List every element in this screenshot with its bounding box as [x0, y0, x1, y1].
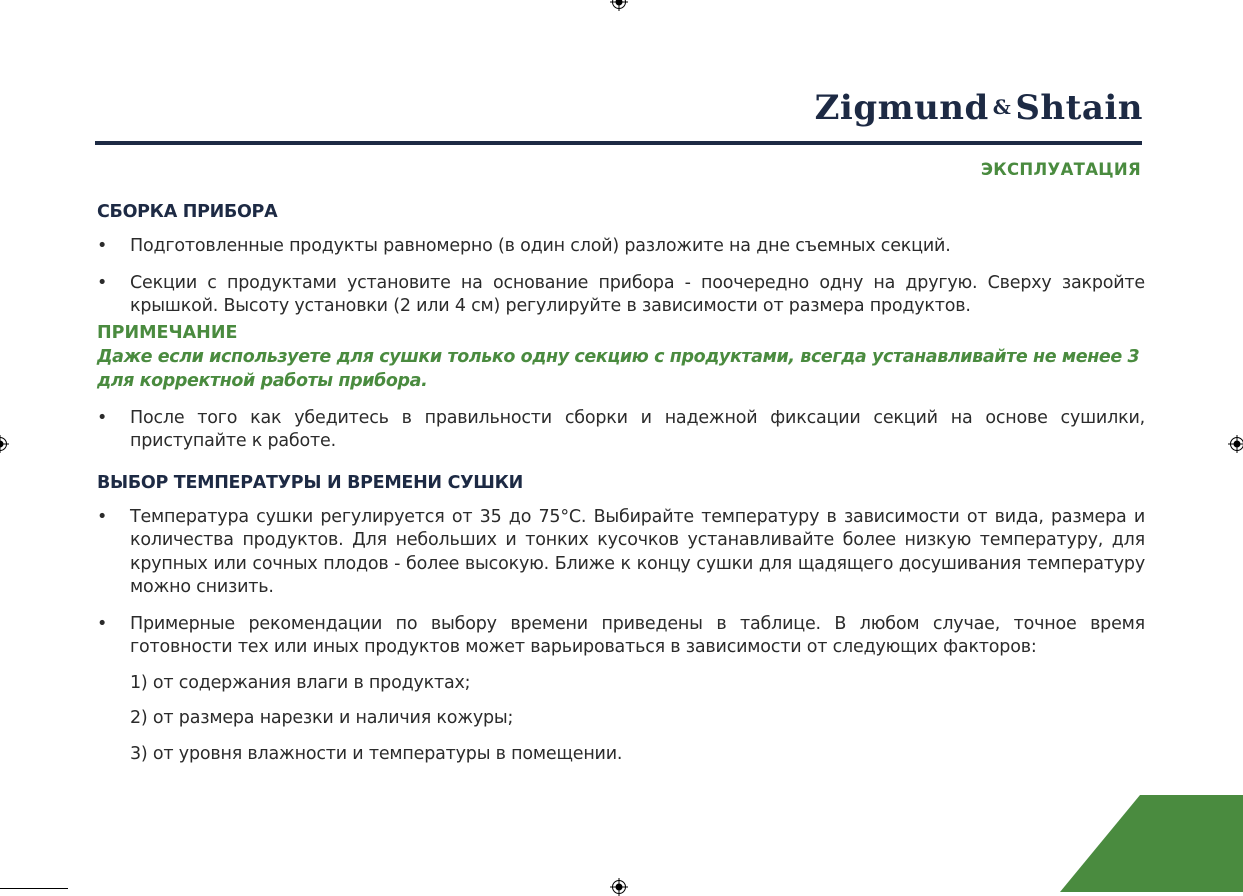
section-label: ЭКСПЛУАТАЦИЯ: [981, 160, 1141, 179]
logo-ampersand: &: [993, 95, 1012, 119]
bullet-text: Температура сушки регулируется от 35 до 75°С. Выбирайте температуру в зависимости от вида, размера и количества продуктов. Для небольших и тонких кусочков устанавливайте более низкую температуру, для крупных или сочных плодов - более высокую. Ближе к концу сушки для щадящего досушивания температуру можно снизить.: [130, 507, 1145, 598]
crop-mark: [0, 888, 68, 889]
registration-mark-icon: [610, 878, 628, 896]
bullet-text: Подготовленные продукты равномерно (в один слой) разложите на дне съемных секций.: [130, 236, 951, 256]
list-item: [97, 407, 1145, 454]
note-title: ПРИМЕЧАНИЕ: [97, 321, 1145, 345]
note-text: Даже если используете для сушки только одну секцию с продуктами, всегда устанавливайте не менее 3 для корректной работы прибора.: [97, 345, 1145, 393]
registration-mark-icon: [1228, 435, 1243, 453]
bullet-text: Примерные рекомендации по выбору времени приведены в таблице. В любом случае, точное время готовности тех или иных продуктов может варьироваться в зависимости от следующих факторов:: [130, 614, 1145, 658]
header-rule: [95, 141, 1142, 145]
factor-item: 2) от размера нарезки и наличия кожуры;: [97, 707, 1145, 731]
logo-word-right: Shtain: [1015, 88, 1143, 128]
brand-logo: [815, 88, 1143, 128]
bullet-text: Секции с продуктами установите на основание прибора - поочередно одну на другую. Сверху закройте крышкой. Высоту установки (2 или 4 см) регулируйте в зависимости от размера продуктов.: [130, 273, 1145, 317]
bullet-icon: •: [97, 506, 107, 530]
assembly-heading: СБОРКА ПРИБОРА: [97, 200, 1145, 224]
logo-word-left: Zigmund: [815, 88, 989, 128]
bullet-icon: •: [97, 407, 107, 431]
temperature-heading: ВЫБОР ТЕМПЕРАТУРЫ И ВРЕМЕНИ СУШКИ: [97, 471, 1145, 495]
bullet-icon: •: [97, 235, 107, 259]
registration-mark-icon: [0, 435, 9, 453]
bullet-text: После того как убедитесь в правильности сборки и надежной фиксации секций на основе сушилки, приступайте к работе.: [130, 408, 1145, 452]
main-content: [97, 200, 1145, 766]
bullet-icon: •: [97, 272, 107, 296]
corner-decoration: [1060, 795, 1243, 892]
factor-item: 3) от уровня влажности и температуры в помещении.: [97, 743, 1145, 767]
registration-mark-icon: [610, 0, 628, 11]
bullet-icon: •: [97, 613, 107, 637]
list-item: [97, 613, 1145, 660]
list-item: [97, 272, 1145, 319]
factor-item: 1) от содержания влаги в продуктах;: [97, 672, 1145, 696]
list-item: [97, 506, 1145, 600]
list-item: [97, 235, 1145, 259]
